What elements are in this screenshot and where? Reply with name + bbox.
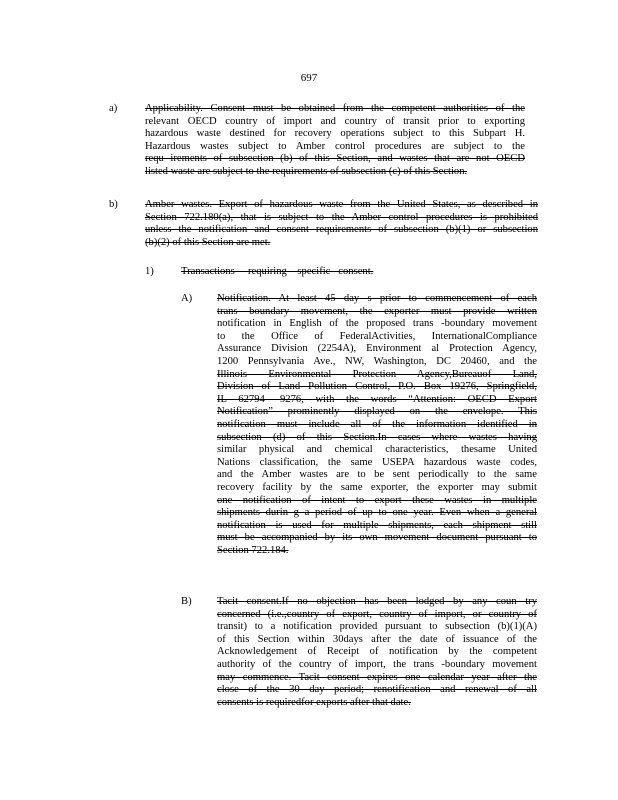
text-line	[145, 237, 538, 250]
text-line	[217, 381, 537, 394]
text-line	[217, 697, 537, 710]
text: Nations classification, the same USEPA hazardous waste codes,	[217, 456, 537, 468]
item-1-marker: 1)	[145, 266, 154, 277]
text-line	[145, 103, 525, 116]
text-line	[217, 394, 537, 407]
struck-text: (b)(2) of this Section are met.	[145, 236, 271, 248]
text-line	[217, 331, 537, 344]
text-line	[217, 306, 537, 319]
struck-text: close of the 30 day period; renotification and renewal of all	[217, 684, 537, 696]
struck-text: listed waste are subject to the requirements of subsection (c) of this Section.	[145, 165, 468, 177]
text-line	[217, 406, 537, 419]
section-a-marker: a)	[109, 103, 118, 114]
struck-text: IL 62794 -9276, with the words “Attention: OECD Export	[217, 393, 537, 405]
struck-text: subsection (d) of this Section.In cases where wastes having	[217, 431, 537, 443]
text: relevant OECD country of import and country of transit prior to exporting	[145, 115, 525, 127]
text-line	[145, 224, 538, 237]
text-line	[217, 621, 537, 634]
text: transit) to a notification provided pursuant to subsection (b)(1)(A)	[217, 621, 537, 633]
struck-text: Section 722.180(a), that is subject to the Amber control procedures is prohibited	[145, 211, 538, 223]
struck-text: Tacit consent.If no objection has been lodged by any coun try	[217, 596, 537, 607]
text-line	[217, 457, 537, 470]
text-line	[145, 128, 525, 141]
item-b-paragraph	[217, 596, 537, 709]
text: Assurance Division (2254A), Environment al Protection Agency,	[217, 343, 537, 355]
text: Hazardous wastes subject to Amber control procedures are subject to the	[145, 140, 525, 152]
text-line	[217, 444, 537, 457]
struck-text: Applicability. Consent must be obtained from the competent authorities of the	[145, 103, 525, 114]
struck-text: one notification of intent to export these wastes in multiple	[217, 494, 537, 506]
struck-text: may commence. Tacit consent expires one calendar year after the	[217, 671, 537, 683]
text-line	[217, 432, 537, 445]
text: similar physical and chemical characteristics, thesame United	[217, 444, 537, 456]
text-line	[145, 116, 525, 129]
text-line	[217, 684, 537, 697]
text-line	[145, 166, 525, 179]
text-line	[217, 293, 537, 306]
text-line	[217, 343, 537, 356]
item-1-title-text: Transactions requiring specific consent.	[181, 266, 374, 277]
text-line	[145, 199, 538, 212]
struck-text: trans boundary movement, the exporter must provide written	[217, 305, 537, 317]
struck-text: Notification” prominently displayed on the envelope. This	[217, 406, 537, 418]
text-line	[217, 482, 537, 495]
text-line	[217, 545, 537, 558]
struck-text: Division of Land Pollution Control, P.O. Box 19276, Springfield,	[217, 381, 537, 393]
text-line	[145, 212, 538, 225]
text-line	[217, 419, 537, 432]
text: hazardous waste destined for recovery operations subject to this Subpart H.	[145, 128, 525, 140]
text-line	[217, 646, 537, 659]
text: of this Section within 30days after the date of issuance of the	[217, 633, 537, 645]
struck-text: must be accompanied by its own movement document pursuant to	[217, 532, 537, 544]
text-line	[217, 469, 537, 482]
struck-text: Notification. At least 45 day s prior to commencement of each	[217, 293, 537, 304]
text: to the Office of FederalActivities, InternationalCompliance	[217, 330, 537, 342]
section-a-paragraph	[145, 103, 525, 179]
text: Acknowledgement of Receipt of notification by the competent	[217, 646, 537, 658]
text-line	[145, 153, 525, 166]
text-line	[217, 672, 537, 685]
text: 1200 Pennsylvania Ave., NW, Washington, DC 20460, and the	[217, 355, 537, 367]
text-line	[217, 318, 537, 331]
struck-text: Section 722.184.	[217, 544, 289, 556]
item-b-marker: B)	[181, 596, 192, 607]
item-a-marker: A)	[181, 293, 193, 304]
text-line	[145, 141, 525, 154]
text-line	[217, 520, 537, 533]
text: and the Amber wastes are to be sent periodically to the same	[217, 469, 537, 481]
item-1-title	[181, 266, 373, 279]
text-line	[217, 369, 537, 382]
struck-text: notification is used for multiple shipments, each shipment still	[217, 519, 537, 531]
page-number: 697	[300, 72, 318, 84]
text-line	[217, 495, 537, 508]
section-b-paragraph	[145, 199, 538, 249]
struck-text: unless the notification and consent requirements of subsection (b)(1) or subsection	[145, 224, 538, 236]
item-a-paragraph	[217, 293, 537, 557]
section-b-marker: b)	[109, 199, 118, 210]
text-line	[217, 356, 537, 369]
struck-text: requ irements of subsection (b) of this Section, and wastes that are not OECD	[145, 153, 525, 165]
struck-text: shipments durin g a period of up to one year. Even when a general	[217, 507, 537, 519]
text-line	[217, 609, 537, 622]
struck-text: concerned (i.e.,country of export, country of import, or country of	[217, 608, 537, 620]
text-line	[217, 596, 537, 609]
text: notification in English of the proposed trans -boundary movement	[217, 318, 537, 330]
text-line	[217, 532, 537, 545]
text-line	[217, 659, 537, 672]
text-line	[217, 507, 537, 520]
struck-text: notification must include all of the information identified in	[217, 418, 537, 430]
struck-text: Amber wastes. Export of hazardous waste from the United States, as described in	[145, 199, 538, 210]
text: authority of the country of import, the trans -boundary movement	[217, 658, 537, 670]
text: recovery facility by the same exporter, the exporter may submit	[217, 481, 537, 493]
text-line	[217, 634, 537, 647]
struck-text: Illinois Environmental Protection Agency,Bureauof Land,	[217, 368, 537, 380]
struck-text: consents is requiredfor exports after that date.	[217, 696, 411, 708]
